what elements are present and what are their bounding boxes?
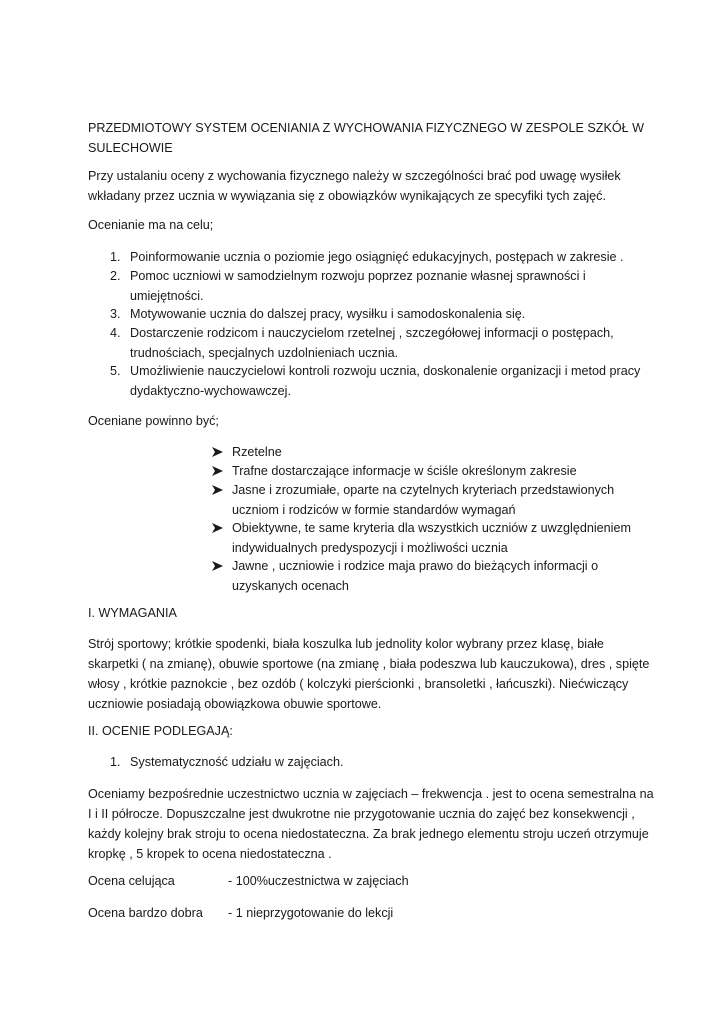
- text-line: Pomoc uczniowi w samodzielnym rozwoju poprzez poznanie własnej sprawności i: [130, 269, 586, 283]
- list-number: 2.: [110, 269, 121, 283]
- text-line: włosy , krótkie paznokcie , bez ozdób ( kolczyki pierścionki , bransoletki , łańcuszki). Niećwiczący: [88, 677, 629, 691]
- text-line: uczniowie posiadają obowiązkowa obuwie sportowe.: [88, 697, 382, 711]
- heading-text: I. WYMAGANIA: [88, 606, 177, 620]
- qualities-heading: [88, 411, 648, 431]
- arrow-bullet-icon: [212, 485, 223, 495]
- arrow-bullet-icon: [212, 561, 223, 571]
- goals-heading: [88, 215, 648, 235]
- text-line: indywidualnych predyspozycji i możliwości ucznia: [232, 541, 508, 555]
- text-line: Rzetelne: [232, 445, 282, 459]
- text-line: Trafne dostarczające informacje w ściśle określonym zakresie: [232, 464, 577, 478]
- text-line: Oceniamy bezpośrednie uczestnictwo ucznia w zajęciach – frekwencja . jest to ocena semestralna na: [88, 787, 654, 801]
- document-title: [88, 118, 648, 158]
- text-line: Strój sportowy; krótkie spodenki, biała koszulka lub jednolity kolor wybrany przez klasę, białe: [88, 637, 604, 651]
- text-line: uzyskanych ocenach: [232, 579, 349, 593]
- list-number: 3.: [110, 307, 121, 321]
- text-line: Jasne i zrozumiałe, oparte na czytelnych kryteriach przedstawionych: [232, 483, 615, 497]
- grade-row: [88, 903, 394, 923]
- text-line: skarpetki ( na zmianę), obuwie sportowe (na zmianę , biała podeszwa lub kauczukowa), dres , spięte: [88, 657, 650, 671]
- requirements-paragraph: [88, 634, 648, 714]
- text-line: Umożliwienie nauczycielowi kontroli rozwoju ucznia, doskonalenie organizacji i metod pracy: [130, 364, 641, 378]
- bullet-text: [232, 442, 632, 462]
- list-text: [130, 752, 640, 772]
- bullet-text: [232, 480, 632, 520]
- text-line: wkładany przez ucznia w wywiązania się z obowiązków wynikających ze specyfiki tych zajęć.: [88, 189, 606, 203]
- text-line: Obiektywne, te same kryteria dla wszystkich uczniów z uwzględnieniem: [232, 521, 631, 535]
- grade-label: Ocena celująca: [88, 874, 175, 888]
- text-line: uczniom i rodziców w formie standardów wymagań: [232, 503, 516, 517]
- bullet-text: [232, 518, 632, 558]
- arrow-bullet-icon: [212, 447, 223, 457]
- text-line: Dostarczenie rodzicom i nauczycielom rzetelnej , szczegółowej informacji o postępach,: [130, 326, 614, 340]
- list-number: 1.: [110, 250, 121, 264]
- grade-row: [88, 871, 409, 891]
- text-line: Jawne , uczniowie i rodzice maja prawo do bieżących informacji o: [232, 559, 599, 573]
- requirements-heading: [88, 603, 648, 623]
- bullet-text: [232, 556, 632, 596]
- arrow-bullet-icon: [212, 523, 223, 533]
- grade-value: - 100%uczestnictwa w zajęciach: [228, 874, 409, 888]
- heading-text: Oceniane powinno być;: [88, 414, 219, 428]
- grade-value: - 1 nieprzygotowanie do lekcji: [228, 906, 394, 920]
- text-line: Przy ustalaniu oceny z wychowania fizycznego należy w szczególności brać pod uwagę wysiłek: [88, 169, 621, 183]
- text-line: kropkę , 5 kropek to ocena niedostateczna .: [88, 847, 332, 861]
- bullet-text: [232, 461, 632, 481]
- text-line: Poinformowanie ucznia o poziomie jego osiągnięć edukacyjnych, postępach w zakresie .: [130, 250, 624, 264]
- heading-text: Ocenianie ma na celu;: [88, 218, 214, 232]
- text-line: trudnościach, specjalnych uzdolnieniach ucznia.: [130, 346, 399, 360]
- text-line: każdy kolejny brak stroju to ocena niedostateczna. Za brak jednego elementu stroju uczeń otrzymuje: [88, 827, 649, 841]
- list-text: [130, 247, 640, 267]
- text-line: umiejętności.: [130, 289, 204, 303]
- list-number: 1.: [110, 755, 121, 769]
- text-line: dydaktyczno-wychowawczej.: [130, 384, 291, 398]
- attendance-paragraph: [88, 784, 654, 864]
- title-line: SULECHOWIE: [88, 141, 173, 155]
- list-text: [130, 266, 640, 306]
- text-line: I i II półrocze. Dopuszczalne jest dwukrotne nie przygotowanie ucznia do zajęć bez konsekwencji ,: [88, 807, 635, 821]
- heading-text: II. OCENIE PODLEGAJĄ:: [88, 724, 233, 738]
- list-text: [130, 323, 640, 363]
- title-line: PRZEDMIOTOWY SYSTEM OCENIANIA Z WYCHOWANIA FIZYCZNEGO W ZESPOLE SZKÓŁ W: [88, 121, 645, 135]
- text-line: Motywowanie ucznia do dalszej pracy, wysiłku i samodoskonalenia się.: [130, 307, 526, 321]
- list-text: [130, 304, 640, 324]
- list-text: [130, 361, 640, 401]
- list-number: 5.: [110, 364, 121, 378]
- arrow-bullet-icon: [212, 466, 223, 476]
- graded-heading: [88, 721, 648, 741]
- list-number: 4.: [110, 326, 121, 340]
- grade-label: Ocena bardzo dobra: [88, 906, 203, 920]
- text-line: Systematyczność udziału w zajęciach.: [130, 755, 344, 769]
- intro-paragraph: [88, 166, 648, 206]
